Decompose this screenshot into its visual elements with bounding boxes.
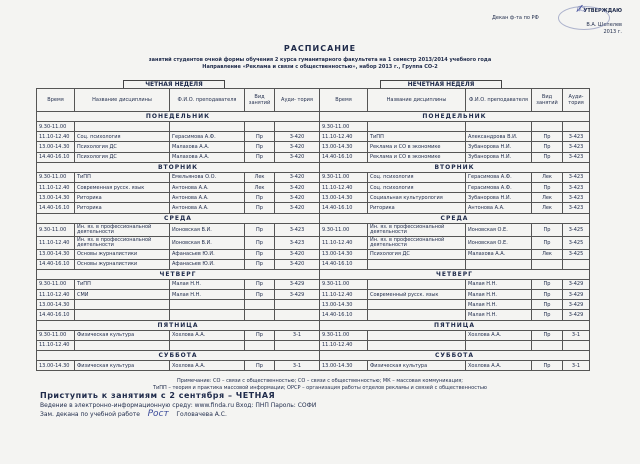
day-header: ЧЕТВЕРГ (37, 269, 320, 279)
table-cell: 9.30-11.00 (37, 223, 75, 236)
table-cell: 9.30-11.00 (320, 279, 368, 289)
table-cell: 9.30-11.00 (320, 330, 368, 340)
column-header: Вид занятий (245, 89, 275, 112)
table-row (320, 330, 590, 340)
table-cell (170, 340, 245, 350)
table-cell: 9.30-11.00 (320, 172, 368, 182)
table-cell (466, 340, 532, 350)
table-cell: 13.00-14.30 (37, 249, 75, 259)
table-cell: Лек (532, 193, 563, 203)
table-cell: 13.00-14.30 (320, 300, 368, 310)
table-cell: Пр (532, 279, 563, 289)
table-cell: Ин. яз. в профессиональной деятельности (368, 236, 466, 249)
table-cell (532, 340, 563, 350)
table-cell: Антонова А.А. (170, 203, 245, 213)
day-header: ПЯТНИЦА (320, 320, 590, 330)
table-cell: Пр (532, 223, 563, 236)
table-cell: 11.10-12.40 (37, 340, 75, 350)
week-label-odd: НЕЧЕТНАЯ НЕДЕЛЯ (380, 80, 502, 89)
table-cell: Пр (245, 223, 275, 236)
table-cell: Социальная культурология (368, 193, 466, 203)
table-cell: 3-429 (563, 290, 590, 300)
table-cell: СМИ (75, 290, 170, 300)
legend-line: Примечание: СО – связи с общественностью; СО – связи с общественностью; МК – массовая коммуникация; (177, 378, 463, 384)
table-row (37, 193, 320, 203)
table-cell: Физическая культура (368, 361, 466, 371)
table-row (320, 182, 590, 192)
table-cell (532, 259, 563, 269)
table-cell (466, 259, 532, 269)
table-row (37, 259, 320, 269)
table-cell: 14.40-16.10 (320, 203, 368, 213)
table-cell: Ин. яз. в профессиональной деятельности (368, 223, 466, 236)
legend-line: ТиПП – теория и практика массовой информации; ОРСР – организация работы отделов рекламы и связей с общественностью (152, 384, 488, 391)
table-cell: Пр (245, 330, 275, 340)
table-cell: 3-420 (275, 259, 320, 269)
table-row (320, 259, 590, 269)
table-cell: Антонова А.А. (170, 193, 245, 203)
table-cell: Соц. психология (368, 182, 466, 192)
table-cell: Малая Н.Н. (466, 310, 532, 320)
table-cell: Хохлова А.А. (170, 361, 245, 371)
table-cell: 13.00-14.30 (320, 361, 368, 371)
table-cell (368, 310, 466, 320)
table-cell: Физическая культура (75, 361, 170, 371)
table-cell (170, 122, 245, 132)
table-cell: 3-1 (275, 330, 320, 340)
table-cell (75, 310, 170, 320)
table-cell: Пр (245, 249, 275, 259)
day-header: ВТОРНИК (320, 162, 590, 172)
table-cell (275, 122, 320, 132)
column-header: Ауди- тория (275, 89, 320, 112)
day-header: СРЕДА (320, 213, 590, 223)
table-cell: 3-420 (275, 142, 320, 152)
table-cell: Пр (532, 300, 563, 310)
day-header: ПЯТНИЦА (37, 320, 320, 330)
table-row (37, 290, 320, 300)
table-cell: 9.30-11.00 (37, 172, 75, 182)
table-cell: Лек (532, 172, 563, 182)
table-row (37, 203, 320, 213)
table-cell: Малахова А.А. (170, 152, 245, 162)
signature-icon: Рост (141, 409, 175, 419)
table-row (37, 223, 320, 236)
table-cell: Пр (245, 142, 275, 152)
table-cell (368, 279, 466, 289)
table-cell: Малая Н.Н. (170, 290, 245, 300)
table-cell: Пр (245, 279, 275, 289)
table-cell: 14.40-16.10 (37, 152, 75, 162)
table-cell: 9.30-11.00 (320, 223, 368, 236)
table-row (320, 236, 590, 249)
table-cell: 13.00-14.30 (37, 361, 75, 371)
table-cell: Пр (245, 132, 275, 142)
table-cell: 3-420 (275, 249, 320, 259)
table-cell: ТиПП (75, 172, 170, 182)
column-header: Название дисциплины (75, 89, 170, 112)
table-cell: 3-423 (563, 203, 590, 213)
table-cell: Малахова А.А. (466, 249, 532, 259)
table-cell: Ионовская В.И. (170, 236, 245, 249)
table-row (320, 340, 590, 350)
table-cell (532, 122, 563, 132)
table-cell: 11.10-12.40 (320, 340, 368, 350)
page-title: РАСПИСАНИЕ (283, 44, 357, 53)
table-cell (466, 122, 532, 132)
table-cell (245, 310, 275, 320)
day-header: СУББОТА (320, 351, 590, 361)
table-row (320, 142, 590, 152)
table-row (320, 310, 590, 320)
table-cell: Александрова В.И. (466, 132, 532, 142)
table-cell: Пр (532, 132, 563, 142)
table-cell (275, 340, 320, 350)
table-cell: 3-1 (275, 361, 320, 371)
table-cell: 14.40-16.10 (37, 310, 75, 320)
table-row (37, 152, 320, 162)
dean-label: Зам. декана по учебной работе (40, 411, 140, 418)
day-header: ЧЕТВЕРГ (320, 269, 590, 279)
table-cell: 9.30-11.00 (37, 330, 75, 340)
table-cell: 14.40-16.10 (320, 310, 368, 320)
table-cell (170, 310, 245, 320)
table-cell (368, 122, 466, 132)
column-header: Название дисциплины (368, 89, 466, 112)
table-cell: 3-420 (275, 172, 320, 182)
table-cell: Герасимова А.Ф. (170, 132, 245, 142)
table-cell: Ионовская В.И. (170, 223, 245, 236)
table-cell: Лек (532, 203, 563, 213)
table-row (37, 300, 320, 310)
table-cell (563, 259, 590, 269)
table-cell: 3-1 (563, 330, 590, 340)
table-cell: Пр (532, 290, 563, 300)
table-cell: Хохлова А.А. (466, 361, 532, 371)
table-cell: Пр (245, 361, 275, 371)
table-cell: 3-423 (563, 172, 590, 182)
table-row (320, 172, 590, 182)
approval-line: В.А. Шепелев (586, 22, 622, 28)
day-header: ПОНЕДЕЛЬНИК (320, 112, 590, 122)
table-row (37, 172, 320, 182)
column-header: Вид занятий (532, 89, 563, 112)
page-subtitle (60, 57, 580, 71)
table-row (37, 122, 320, 132)
table-cell: 11.10-12.40 (37, 236, 75, 249)
table-cell: Психология ДС (368, 249, 466, 259)
table-cell (368, 340, 466, 350)
table-cell (368, 259, 466, 269)
table-cell: 13.00-14.30 (320, 142, 368, 152)
subtitle-line: Направление «Реклама и связи с общественностью», набор 2013 г., Группа СО-2 (202, 64, 438, 70)
table-cell: 3-423 (563, 182, 590, 192)
table-cell (75, 340, 170, 350)
table-cell: 3-420 (275, 193, 320, 203)
table-cell: 3-420 (275, 182, 320, 192)
table-row (320, 290, 590, 300)
table-cell: ТиПП (368, 132, 466, 142)
table-row (37, 279, 320, 289)
table-cell (245, 300, 275, 310)
table-cell: 3-429 (275, 279, 320, 289)
table-cell: 9.30-11.00 (320, 122, 368, 132)
table-cell: Основы журналистики (75, 259, 170, 269)
day-header: ПОНЕДЕЛЬНИК (37, 112, 320, 122)
table-cell: 3-423 (275, 223, 320, 236)
table-cell: Зубанорова Н.И. (466, 152, 532, 162)
table-cell: Пр (532, 330, 563, 340)
table-cell: Ионовская О.Е. (466, 223, 532, 236)
table-cell: 11.10-12.40 (320, 290, 368, 300)
table-cell: 13.00-14.30 (37, 300, 75, 310)
table-cell: Пр (245, 152, 275, 162)
table-cell: 11.10-12.40 (320, 182, 368, 192)
table-row (320, 122, 590, 132)
table-cell: 11.10-12.40 (37, 290, 75, 300)
table-cell: 3-425 (563, 249, 590, 259)
table-cell: Пр (532, 361, 563, 371)
table-cell: 3-423 (563, 152, 590, 162)
schedule-table-odd (319, 88, 590, 371)
table-row (37, 182, 320, 192)
column-header: Ф.И.О. преподавателя (466, 89, 532, 112)
table-cell: Риторика (75, 193, 170, 203)
table-cell: Пр (245, 236, 275, 249)
table-cell: Пр (245, 203, 275, 213)
table-cell: Афанасьев Ю.И. (170, 249, 245, 259)
table-cell (563, 122, 590, 132)
table-cell: Афанасьев Ю.И. (170, 259, 245, 269)
column-header: Ауди- тория (563, 89, 590, 112)
table-cell: Зубанорова Н.И. (466, 193, 532, 203)
table-cell: Зубанорова Н.И. (466, 142, 532, 152)
table-cell (368, 330, 466, 340)
table-cell (75, 300, 170, 310)
table-cell: Пр (532, 142, 563, 152)
table-row (37, 236, 320, 249)
table-cell: 11.10-12.40 (37, 182, 75, 192)
table-cell: Реклама и СО в экономике (368, 142, 466, 152)
table-row (37, 310, 320, 320)
table-cell: Пр (532, 236, 563, 249)
table-cell: Антонова А.А. (170, 182, 245, 192)
table-cell: Психология ДС (75, 152, 170, 162)
approval-line: 2013 г. (603, 29, 622, 35)
table-cell: Современный русск. язык (368, 290, 466, 300)
table-cell: Антонова А.А. (466, 203, 532, 213)
dean-name: Головачева А.С. (176, 411, 227, 418)
table-cell (275, 310, 320, 320)
table-cell (170, 300, 245, 310)
table-cell: Емельянова О.О. (170, 172, 245, 182)
table-cell: Современная русск. язык (75, 182, 170, 192)
table-cell (368, 300, 466, 310)
week-label-even: ЧЕТНАЯ НЕДЕЛЯ (123, 80, 225, 89)
table-cell: Герасимова А.Ф. (466, 182, 532, 192)
table-row (37, 142, 320, 152)
table-row (320, 361, 590, 371)
table-cell: Психология ДС (75, 142, 170, 152)
table-row (37, 340, 320, 350)
table-cell: Соц. психология (368, 172, 466, 182)
table-row (320, 203, 590, 213)
table-cell: Ин. яз. в профессиональной деятельности (75, 223, 170, 236)
table-cell: 3-423 (275, 236, 320, 249)
table-cell: Малая Н.Н. (466, 290, 532, 300)
site-line: Ведение в электронно-информационную среду: www.finda.ru Вход: ПНП Пароль: СОФИ (40, 402, 317, 409)
table-cell: Пр (532, 152, 563, 162)
table-cell (245, 122, 275, 132)
table-cell: Ионовская О.Е. (466, 236, 532, 249)
table-cell: Хохлова А.А. (170, 330, 245, 340)
subtitle-line: занятий студентов очной формы обучения 2 курса гуманитарного факультета на 1 семестр 2013/2014 учебного года (148, 57, 492, 63)
table-cell: Малахова А.А. (170, 142, 245, 152)
table-row (37, 249, 320, 259)
table-cell: 3-429 (563, 300, 590, 310)
table-cell: 14.40-16.10 (320, 259, 368, 269)
table-cell: Риторика (75, 203, 170, 213)
table-cell: 11.10-12.40 (320, 132, 368, 142)
table-cell: 13.00-14.30 (320, 193, 368, 203)
table-cell: Хохлова А.А. (466, 330, 532, 340)
day-header: СУББОТА (37, 351, 320, 361)
table-cell: 14.40-16.10 (37, 203, 75, 213)
table-cell (563, 340, 590, 350)
table-cell: Пр (532, 182, 563, 192)
column-header: Ф.И.О. преподавателя (170, 89, 245, 112)
table-row (320, 279, 590, 289)
table-cell: Пр (532, 310, 563, 320)
table-cell: Физическая культура (75, 330, 170, 340)
table-cell: Основы журналистики (75, 249, 170, 259)
table-cell: 13.00-14.30 (37, 142, 75, 152)
table-cell: 11.10-12.40 (37, 132, 75, 142)
table-cell: Пр (245, 193, 275, 203)
table-cell: Соц. психология (75, 132, 170, 142)
approval-line: Декан ф-та по РФ (492, 15, 539, 21)
table-row (37, 361, 320, 371)
table-row (320, 152, 590, 162)
table-row (320, 132, 590, 142)
table-cell: 3-423 (563, 193, 590, 203)
table-cell: 3-429 (275, 290, 320, 300)
table-cell: 14.40-16.10 (320, 152, 368, 162)
table-cell: Лек (245, 172, 275, 182)
table-cell: 9.30-11.00 (37, 279, 75, 289)
table-cell: 3-420 (275, 203, 320, 213)
table-cell: Лек (532, 249, 563, 259)
table-row (37, 330, 320, 340)
day-header: ВТОРНИК (37, 162, 320, 172)
table-cell: 3-1 (563, 361, 590, 371)
table-cell: Малая Н.Н. (466, 300, 532, 310)
column-header: Время (37, 89, 75, 112)
table-cell: 3-425 (563, 223, 590, 236)
signature-icon: ✍ (575, 2, 586, 16)
table-cell: 3-423 (563, 142, 590, 152)
table-cell: 11.10-12.40 (320, 236, 368, 249)
column-header: Время (320, 89, 368, 112)
table-cell: 9.30-11.00 (37, 122, 75, 132)
table-cell: 3-429 (563, 279, 590, 289)
approval-label: УТВЕРЖДАЮ (583, 8, 622, 14)
table-row (37, 132, 320, 142)
table-cell: Малая Н.Н. (170, 279, 245, 289)
table-row (320, 300, 590, 310)
table-cell: Малая Н.Н. (466, 279, 532, 289)
table-row (320, 223, 590, 236)
table-cell (275, 300, 320, 310)
table-cell: Риторика (368, 203, 466, 213)
table-cell: Ин. яз. в профессиональной деятельности (75, 236, 170, 249)
table-cell: ТиПП (75, 279, 170, 289)
table-cell: 3-429 (563, 310, 590, 320)
table-cell: Лек (245, 182, 275, 192)
day-header: СРЕДА (37, 213, 320, 223)
table-cell (245, 340, 275, 350)
table-cell: 3-423 (563, 132, 590, 142)
table-cell: Герасимова А.Ф. (466, 172, 532, 182)
footer (40, 391, 316, 419)
table-cell: Реклама и СО в экономике (368, 152, 466, 162)
table-cell: 13.00-14.30 (320, 249, 368, 259)
table-row (320, 193, 590, 203)
table-cell (75, 122, 170, 132)
table-cell: 3-420 (275, 132, 320, 142)
approval-block (492, 2, 622, 36)
table-cell: Пр (245, 259, 275, 269)
table-cell: 13.00-14.30 (37, 193, 75, 203)
table-cell: Пр (245, 290, 275, 300)
table-cell: 3-420 (275, 152, 320, 162)
table-cell: 3-425 (563, 236, 590, 249)
start-note: Приступить к занятиям с 2 сентября – ЧЕТНАЯ (40, 391, 276, 400)
table-cell: 14.40-16.10 (37, 259, 75, 269)
schedule-table-even (36, 88, 320, 371)
legend (40, 378, 600, 391)
table-row (320, 249, 590, 259)
